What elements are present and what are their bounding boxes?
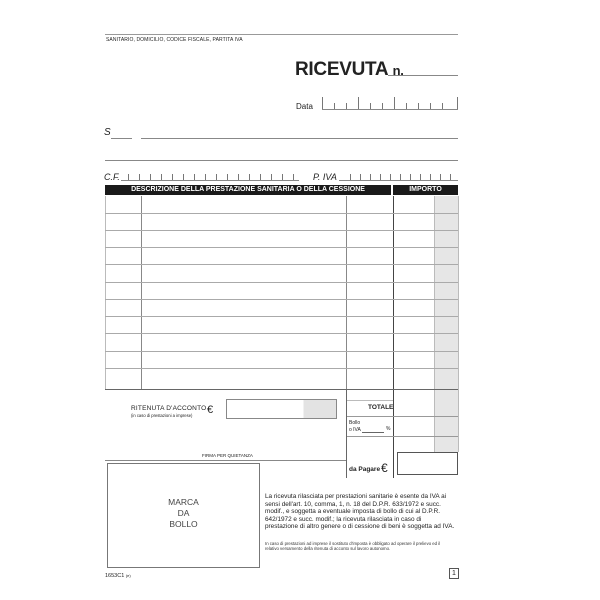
table-header-amount <box>393 185 458 195</box>
stamp-line-1: MARCA <box>168 497 199 507</box>
table-header-description <box>105 185 391 195</box>
stamp-text <box>107 497 260 530</box>
page-number-text: 1 <box>452 570 456 577</box>
s-short-line <box>111 138 132 139</box>
bollo-label: Bollo <box>349 420 361 426</box>
legal-note: La ricevuta rilasciata per prestazioni sanitarie è esente da IVA ai sensi dell'art. 10, comma, 1, n. 18 del D.P.R. 633/1972 e succ. modif., e soggetta a eventuale imposta di bollo di cui al D.P.R. 642/1972 e succ. modif.; la ricevuta rilasciata in caso di prestazione di altro genere o di cessione di beni è soggetta ad IVA. <box>265 493 455 531</box>
signature-line[interactable] <box>105 460 346 461</box>
stamp-line-3: BOLLO <box>169 519 198 529</box>
receipt-number-field[interactable] <box>388 75 458 76</box>
stamp-line-2: DA <box>177 508 190 518</box>
form-code-suffix: (e) <box>125 573 131 578</box>
issuer-line <box>105 34 458 35</box>
da-pagare-label: da Pagare <box>349 466 381 473</box>
totale-label: TOTALE <box>368 404 394 411</box>
form-code-text: 1653C1 <box>105 573 125 579</box>
iva-label: o IVA <box>349 427 361 433</box>
s-label: S <box>104 127 111 138</box>
page-number <box>449 568 459 579</box>
da-pagare-euro-symbol: € <box>381 461 388 475</box>
receipt-title-text: RICEVUTA <box>295 59 388 80</box>
client-address-field[interactable] <box>105 160 458 161</box>
iva-percent-field[interactable] <box>362 432 384 433</box>
description-header-text: DESCRIZIONE DELLA PRESTAZIONE SANITARIA O DELLA CESSIONE <box>131 186 365 193</box>
da-pagare-amount-field[interactable] <box>397 452 458 475</box>
cf-label: C.F. <box>104 172 120 182</box>
ritenuta-note: (in caso di prestazioni a imprese) <box>131 413 193 418</box>
issuer-caption: SANITARIO, DOMICILIO, CODICE FISCALE, PARTITA IVA <box>106 37 243 43</box>
form-code <box>105 573 131 579</box>
amount-header-text: IMPORTO <box>409 186 442 193</box>
ritenuta-label: RITENUTA D'ACCONTO <box>131 405 207 412</box>
receipt-title <box>295 59 404 81</box>
ritenuta-euro-symbol: € <box>207 404 214 416</box>
piva-label: P. IVA <box>313 172 337 182</box>
date-label: Data <box>296 102 313 111</box>
legal-note-secondary: In caso di prestazioni ad imprese il sostituto d'imposta è obbligato ad operare il prelievo ed il relativo versamento della ritenuta di acconto sul lavoro autonomo. <box>265 541 441 552</box>
ritenuta-amount-field[interactable] <box>226 399 337 419</box>
percent-symbol: % <box>386 426 391 432</box>
amount-shade <box>434 196 458 452</box>
receipt-number-label: n. <box>392 63 404 78</box>
firma-label: FIRMA PER QUIETANZA <box>202 453 253 458</box>
client-name-field[interactable] <box>141 138 458 139</box>
